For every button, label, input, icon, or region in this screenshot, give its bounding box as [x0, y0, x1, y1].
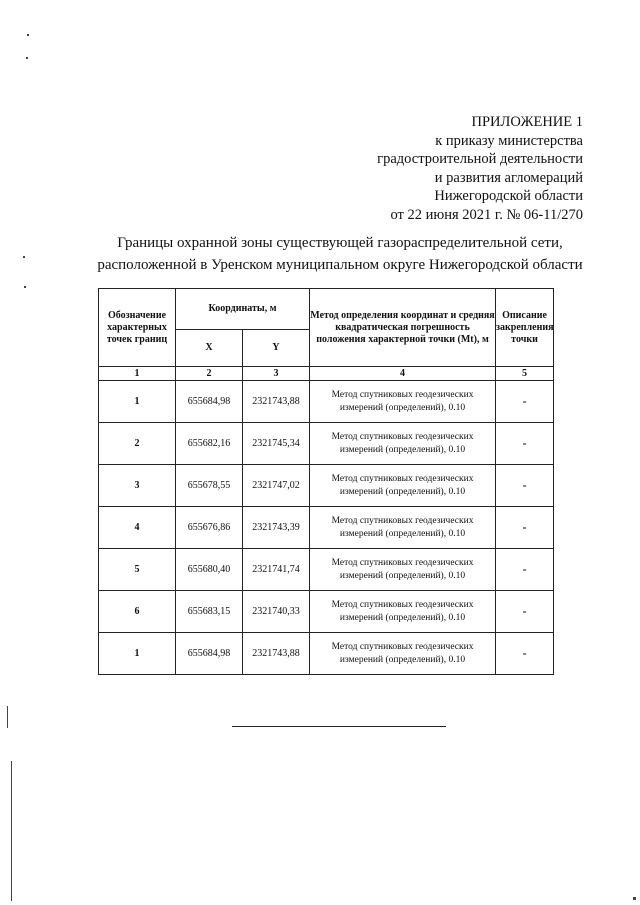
point-id: 4 [99, 507, 176, 549]
description-cell: - [496, 507, 554, 549]
appendix-block [303, 113, 583, 224]
description-cell: - [496, 381, 554, 423]
method-cell: Метод спутниковых геодезических измерений (определений), 0.10 [310, 465, 496, 507]
point-id: 2 [99, 423, 176, 465]
coord-y: 2321740,33 [243, 591, 310, 633]
coord-y: 2321743,88 [243, 633, 310, 675]
table-row [99, 465, 554, 507]
column-number: 5 [496, 367, 554, 381]
header-point-designation: Обозначение характерных точек границ [99, 289, 176, 367]
header-description: Описание закрепления точки [496, 289, 554, 367]
scan-speck [26, 57, 28, 59]
header-x: X [176, 330, 243, 367]
column-number-row [99, 367, 554, 381]
description-cell: - [496, 423, 554, 465]
table-row [99, 549, 554, 591]
table-row [99, 381, 554, 423]
coord-x: 655676,86 [176, 507, 243, 549]
scan-speck [633, 897, 636, 900]
coord-y: 2321743,88 [243, 381, 310, 423]
coord-x: 655683,15 [176, 591, 243, 633]
scan-edge-mark [11, 761, 12, 901]
method-cell: Метод спутниковых геодезических измерений (определений), 0.10 [310, 633, 496, 675]
title-line-1: Границы охранной зоны существующей газораспределительной сети, [117, 235, 563, 251]
description-cell: - [496, 549, 554, 591]
method-cell: Метод спутниковых геодезических измерений (определений), 0.10 [310, 507, 496, 549]
point-id: 1 [99, 633, 176, 675]
scan-speck [24, 286, 26, 288]
point-id: 3 [99, 465, 176, 507]
method-cell: Метод спутниковых геодезических измерений (определений), 0.10 [310, 549, 496, 591]
point-id: 5 [99, 549, 176, 591]
method-cell: Метод спутниковых геодезических измерений (определений), 0.10 [310, 423, 496, 465]
coord-y: 2321747,02 [243, 465, 310, 507]
method-cell: Метод спутниковых геодезических измерений (определений), 0.10 [310, 381, 496, 423]
column-number: 2 [176, 367, 243, 381]
appendix-line: и развития агломераций [434, 169, 583, 186]
table-row [99, 633, 554, 675]
description-cell: - [496, 465, 554, 507]
appendix-line: к приказу министерства [435, 132, 583, 149]
coord-x: 655684,98 [176, 633, 243, 675]
appendix-line: градостроительной деятельности [377, 151, 583, 167]
closing-rule-line [232, 726, 446, 727]
title-line-2: расположенной в Уренском муниципальном округе Нижегородской области [97, 257, 583, 273]
appendix-heading: ПРИЛОЖЕНИЕ 1 [471, 114, 583, 130]
scan-speck [23, 256, 25, 258]
coord-x: 655680,40 [176, 549, 243, 591]
description-cell: - [496, 633, 554, 675]
coord-x: 655678,55 [176, 465, 243, 507]
coord-y: 2321741,74 [243, 549, 310, 591]
document-title [60, 232, 620, 276]
header-coordinates: Координаты, м [176, 289, 310, 330]
coord-y: 2321745,34 [243, 423, 310, 465]
table-row [99, 591, 554, 633]
column-number: 3 [243, 367, 310, 381]
point-id: 6 [99, 591, 176, 633]
table-row [99, 423, 554, 465]
description-cell: - [496, 591, 554, 633]
column-number: 4 [310, 367, 496, 381]
coord-x: 655684,98 [176, 381, 243, 423]
boundary-points-table [98, 288, 554, 675]
header-y: Y [243, 330, 310, 367]
coord-x: 655682,16 [176, 423, 243, 465]
coord-y: 2321743,39 [243, 507, 310, 549]
table-row [99, 507, 554, 549]
scan-edge-mark [7, 706, 8, 728]
method-cell: Метод спутниковых геодезических измерений (определений), 0.10 [310, 591, 496, 633]
appendix-line: Нижегородской области [434, 188, 583, 204]
scan-speck [27, 34, 29, 36]
point-id: 1 [99, 381, 176, 423]
header-method: Метод определения координат и средняя квадратическая погрешность положения характерной точки (Mt), м [310, 289, 496, 367]
column-number: 1 [99, 367, 176, 381]
appendix-date-line: от 22 июня 2021 г. № 06-11/270 [390, 206, 583, 223]
